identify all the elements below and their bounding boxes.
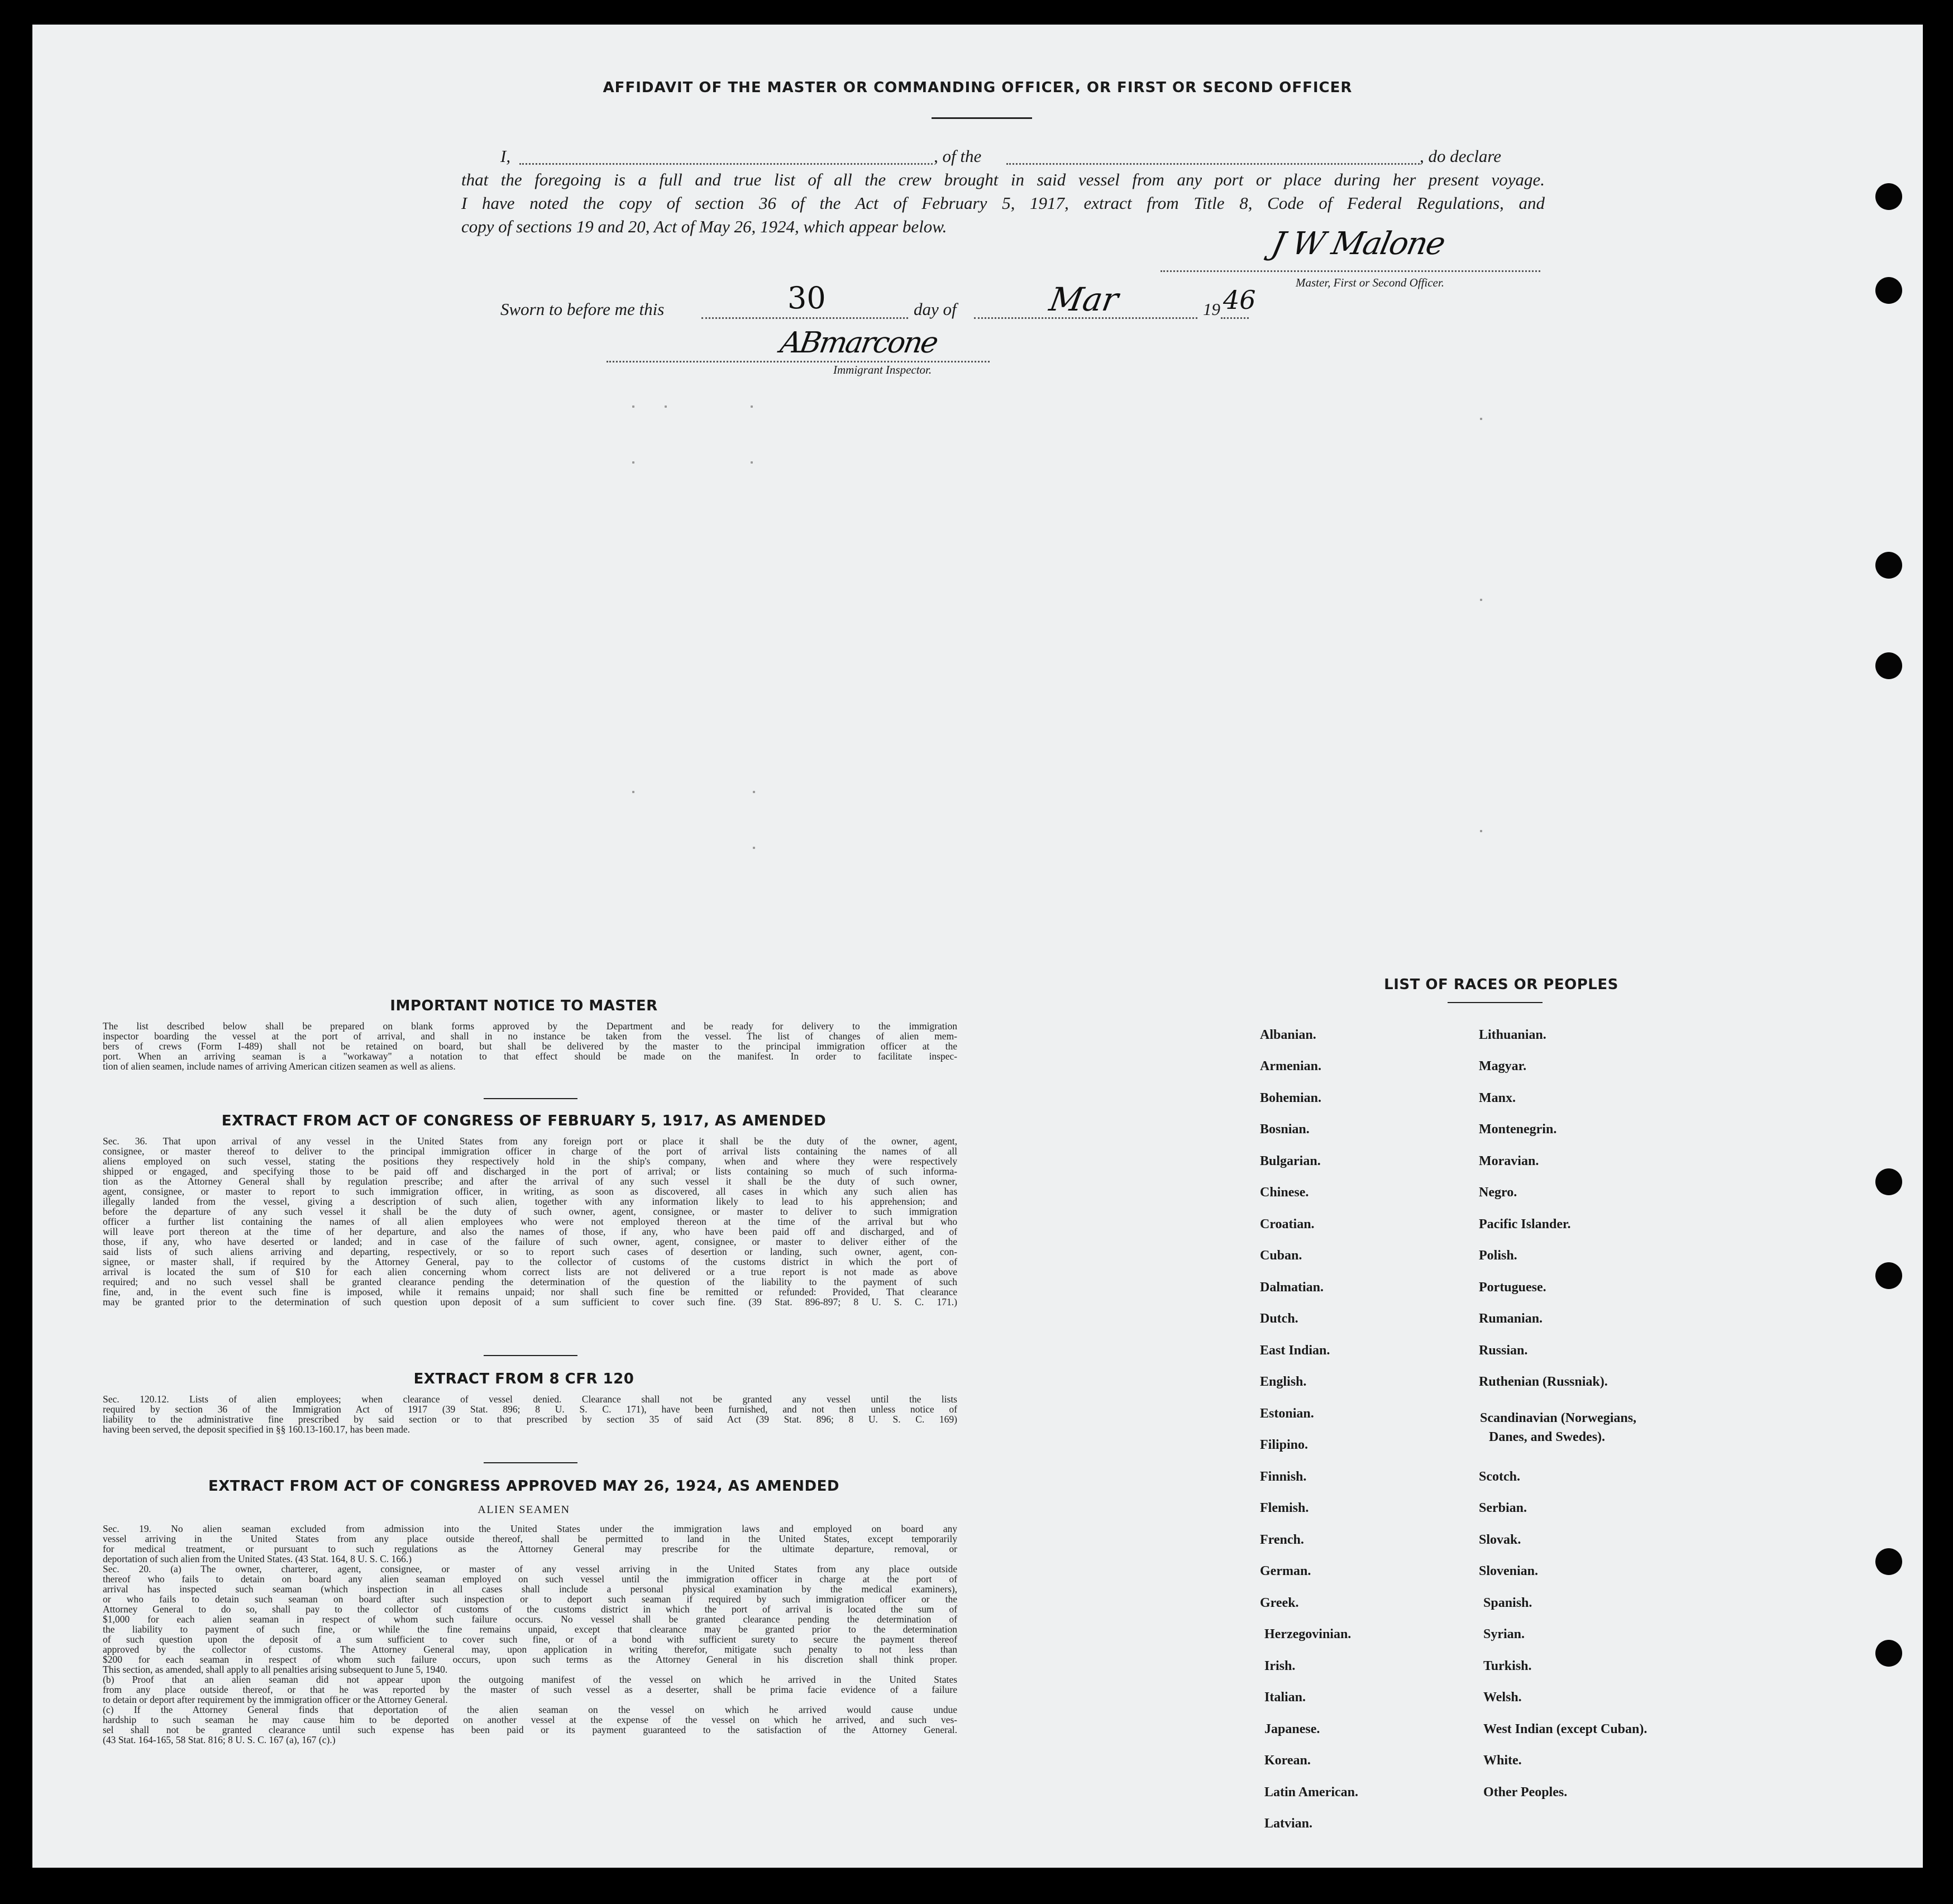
day-blank[interactable] <box>701 317 908 319</box>
extract-line: $200 for each seaman in respect of whom such failure occurs, upon such terms as the Attorney General in his discretion shall think proper. <box>103 1654 957 1665</box>
race-item: English. <box>1260 1375 1307 1389</box>
extract-line: fine, and, in the event such fine is imposed, while it remains unpaid; nor shall such fine be remitted or refunded: Provided, That clearance <box>103 1286 957 1297</box>
race-item: Pacific Islander. <box>1479 1217 1571 1232</box>
inspector-caption: Immigrant Inspector. <box>833 363 932 376</box>
race-item: Cuban. <box>1260 1248 1302 1263</box>
race-item: Filipino. <box>1260 1438 1309 1452</box>
extract-line: (43 Stat. 164-165, 58 Stat. 816; 8 U. S. C. 167 (a), 167 (c).) <box>103 1734 336 1745</box>
extract-line: for medical treatment, or pursuant to such regulations as the Attorney General may prescribe for the ultimate departure, removal, or <box>103 1543 957 1554</box>
notice-line: bers of crews (Form I-489) shall not be retained on board, but shall be delivered by the master to the principal immigration officer at the <box>103 1041 957 1052</box>
signature-caption: Master, First or Second Officer. <box>1296 276 1444 289</box>
scan-fleck <box>753 847 755 849</box>
scan-fleck <box>1480 418 1482 420</box>
race-item: Armenian. <box>1260 1059 1321 1073</box>
extract-1924-body <box>103 1524 957 1745</box>
race-item: Scandinavian (Norwegians, <box>1480 1411 1637 1425</box>
race-item: Irish. <box>1264 1659 1296 1673</box>
race-item: Welsh. <box>1483 1690 1522 1705</box>
extract-line: tion as the Attorney General shall by regulation prescribe; and after the arrival of any such vessel it shall be the duty of such owner, <box>103 1176 957 1187</box>
extract-line: This section, as amended, shall apply to all penalties arising subsequent to June 5, 1940. <box>103 1664 448 1675</box>
extract-line: (c) If the Attorney General finds that deportation of the alien seaman on the vessel on which he arrived would cause undue <box>103 1704 957 1715</box>
notice-line: tion of alien seamen, include names of arriving American citizen seamen as well as aliens. <box>103 1061 456 1072</box>
sworn-prefix: Sworn to before me this <box>500 299 665 319</box>
signature-line <box>1161 270 1540 272</box>
binder-hole <box>1875 1262 1902 1289</box>
races-divider <box>1448 1002 1543 1003</box>
extract-line: aliens employed on such vessel, stating the positions they respectively hold in the ship's company, when and where they were respectively <box>103 1156 957 1167</box>
extract-line: those, if any, who have deserted or landed; and in case of the failure of such owner, agent, consignee, or master to deliver either of the <box>103 1236 957 1247</box>
race-item: Portuguese. <box>1479 1280 1546 1295</box>
race-item: Greek. <box>1260 1596 1299 1610</box>
race-item: Ruthenian (Russniak). <box>1479 1375 1608 1389</box>
race-item: Scotch. <box>1479 1469 1520 1484</box>
notice-line: inspector boarding the vessel at the port of arrival, and shall in no instance be taken from the vessel. The list of changes of alien mem- <box>103 1030 957 1042</box>
extract-cfr-title: EXTRACT FROM 8 CFR 120 <box>413 1371 634 1387</box>
race-item: Turkish. <box>1483 1659 1532 1673</box>
extract-line: required; and no such vessel shall be granted clearance pending the determination of the question of the liability to the payment of such <box>103 1276 957 1287</box>
race-item: Bosnian. <box>1260 1122 1310 1137</box>
extract-line: sel shall not be granted clearance until such expense has been paid or its payment guaranteed to the satisfaction of the Attorney General. <box>103 1724 957 1735</box>
extract-line: may be granted prior to the determination of such question upon deposit of a sum sufficient to cover such fine. (39 Stat. 896-897; 8 U. S. C. 171.) <box>103 1296 957 1307</box>
race-item: Polish. <box>1479 1248 1517 1263</box>
scan-fleck <box>751 405 753 408</box>
declaration-line4: copy of sections 19 and 20, Act of May 26, 1924, which appear below. <box>461 217 947 236</box>
race-item: Flemish. <box>1260 1501 1309 1515</box>
race-item: Negro. <box>1479 1185 1517 1200</box>
extract-line: deportation of such alien from the United States. (43 Stat. 164, 8 U. S. C. 166.) <box>103 1553 412 1564</box>
sworn-year: 46 <box>1223 285 1256 315</box>
extract-line: of such question upon the deposit of a sum sufficient to cover such fine, or of a bond with sufficient surety to secure the payment thereof <box>103 1634 957 1645</box>
section-divider <box>484 1098 577 1099</box>
race-item: Slovak. <box>1479 1533 1521 1547</box>
race-item: Russian. <box>1479 1343 1528 1358</box>
title-divider <box>932 117 1032 119</box>
extract-line: approved by the collector of customs. The Attorney General may, upon application in writing therefor, mitigate such penalty to not less than <box>103 1644 957 1655</box>
extract-line: consignee, or master thereof to deliver to the principal immigration officer in charge of the port of arrival lists containing the names of all <box>103 1146 957 1157</box>
scan-fleck <box>751 461 753 464</box>
extract-line: required by section 36 of the Immigration Act of 1917 (39 Stat. 896; 8 U. S. C. 171), have been furnished, and not then unless notice of <box>103 1404 957 1415</box>
extract-line: signee, or master shall, if required by the Attorney General, pay to the collector of customs of the customs district in which the port of <box>103 1256 957 1267</box>
extract-1917-body <box>103 1136 957 1307</box>
extract-line: arrival has inspected such seaman (which inspection in all cases shall include a personal physical examination by the medical examiners), <box>103 1583 957 1595</box>
extract-line: shipped or engaged, and specifying those to be paid off and discharged in the port of arrival; or lists containing so much of such informa- <box>103 1166 957 1177</box>
extract-line: arrival is located the sum of $10 for each alien concerning whom correct lists are not delivered or a true report is not made as above <box>103 1266 957 1277</box>
extract-cfr-body <box>103 1394 957 1434</box>
extract-line: Sec. 120.12. Lists of alien employees; when clearance of vessel denied. Clearance shall not be granted any vessel until the lists <box>103 1394 957 1405</box>
day-of-label: day of <box>914 299 957 319</box>
race-item: Latvian. <box>1264 1816 1313 1831</box>
race-item: Herzegovinian. <box>1264 1627 1352 1641</box>
notice-title: IMPORTANT NOTICE TO MASTER <box>390 998 658 1014</box>
race-item: Rumanian. <box>1479 1311 1543 1326</box>
extract-line: Sec. 20. (a) The owner, charterer, agent, consignee, or master of any vessel arriving in the United States from any place outside <box>103 1563 957 1574</box>
binder-hole <box>1875 1640 1902 1667</box>
extract-line: before the departure of any such vessel it shall be the duty of such owner, agent, consignee, or master to deliver to such immigration <box>103 1206 957 1217</box>
race-item: West Indian (except Cuban). <box>1483 1722 1648 1736</box>
extract-1924-title: EXTRACT FROM ACT OF CONGRESS APPROVED MAY 26, 1924, AS AMENDED <box>208 1478 839 1495</box>
extract-line: having been served, the deposit specified in §§ 160.13-160.17, has been made. <box>103 1424 410 1435</box>
race-item: Manx. <box>1479 1091 1516 1105</box>
extract-line: liability to the administrative fine prescribed by said section or to that prescribed by section 35 of said Act (39 Stat. 896; 8 U. S. C. 169) <box>103 1414 957 1425</box>
sworn-month: Mar <box>1047 280 1121 318</box>
extract-line: hardship to such seaman he may cause him to be deported on another vessel at the expense of the vessel on which he arrived, and such ves- <box>103 1714 957 1725</box>
inspector-line <box>607 361 990 362</box>
race-item: German. <box>1260 1564 1311 1578</box>
race-item: Japanese. <box>1264 1722 1320 1736</box>
race-item: Croatian. <box>1260 1217 1315 1232</box>
notice-line: port. When an arriving seaman is a "workaway" a notation to that effect should be made on the manifest. In order to facilitate inspec- <box>103 1051 957 1062</box>
extract-line: from any place outside thereof, or that he was reported by the master of such vessel as a deserter, shall be prima facie evidence of a failure <box>103 1684 957 1695</box>
declaration-of-the: , of the <box>934 146 982 166</box>
race-item: Montenegrin. <box>1479 1122 1557 1137</box>
race-item: Danes, and Swedes). <box>1489 1430 1606 1444</box>
scan-fleck <box>632 791 634 793</box>
binder-hole <box>1875 552 1902 579</box>
extract-line: or who fails to detain such seaman on board after such inspection or to deport such seaman if required by such immigration officer or the <box>103 1593 957 1605</box>
extract-line: (b) Proof that an alien seaman did not appear upon the outgoing manifest of the vessel on which he arrived in the United States <box>103 1674 957 1685</box>
extract-line: officer a further list containing the names of all alien employees who were not employed thereon at the time of the arrival but who <box>103 1216 957 1227</box>
race-item: French. <box>1260 1533 1304 1547</box>
scan-fleck <box>632 461 634 464</box>
extract-line: $1,000 for each alien seaman in respect of whom such failure occurs. No vessel shall be granted clearance pending the determination of <box>103 1614 957 1625</box>
extract-1917-title: EXTRACT FROM ACT OF CONGRESS OF FEBRUARY 5, 1917, AS AMENDED <box>221 1113 827 1129</box>
binder-hole <box>1875 277 1902 304</box>
race-item: East Indian. <box>1260 1343 1330 1358</box>
affidavit-title: AFFIDAVIT OF THE MASTER OR COMMANDING OFFICER, OR FIRST OR SECOND OFFICER <box>603 79 1353 96</box>
declaration-i: I, <box>500 146 511 166</box>
inspector-signature: ABmarcone <box>777 326 939 360</box>
sworn-day: 30 <box>787 280 826 316</box>
race-item: Other Peoples. <box>1483 1785 1568 1800</box>
race-item: Moravian. <box>1479 1154 1539 1168</box>
race-item: Italian. <box>1264 1690 1306 1705</box>
document-page <box>32 25 1923 1868</box>
race-item: Dalmatian. <box>1260 1280 1324 1295</box>
scan-fleck <box>753 791 755 793</box>
scan-fleck <box>665 405 667 408</box>
alien-seamen-subtitle: ALIEN SEAMEN <box>477 1504 570 1516</box>
race-item: Chinese. <box>1260 1185 1309 1200</box>
scan-fleck <box>632 405 634 408</box>
vessel-blank[interactable] <box>1006 163 1420 165</box>
binder-hole <box>1875 1548 1902 1575</box>
race-item: Estonian. <box>1260 1406 1314 1421</box>
race-item: Bohemian. <box>1260 1091 1322 1105</box>
race-item: Bulgarian. <box>1260 1154 1321 1168</box>
extract-line: will leave port thereon at the time of her departure, and also the names of those, if any, who have been paid off and discharged, and of <box>103 1226 957 1237</box>
race-item: White. <box>1483 1753 1522 1768</box>
race-item: Korean. <box>1264 1753 1311 1768</box>
year-prefix: 19 <box>1203 299 1220 319</box>
race-item: Serbian. <box>1479 1501 1527 1515</box>
extract-line: Attorney General to do so, shall pay to the collector of customs of the customs district in which the port of arrival is located the sum of <box>103 1604 957 1615</box>
section-divider <box>484 1462 577 1463</box>
declaration-line2: that the foregoing is a full and true list of all the crew brought in said vessel from any port or place during her present voyage. <box>461 170 1545 189</box>
scan-fleck <box>1480 830 1482 832</box>
extract-line: Sec. 36. That upon arrival of any vessel in the United States from any foreign port or place it shall be the duty of the owner, agent, <box>103 1135 957 1147</box>
binder-hole <box>1875 652 1902 679</box>
binder-hole <box>1875 183 1902 210</box>
race-item: Slovenian. <box>1479 1564 1539 1578</box>
extract-line: Sec. 19. No alien seaman excluded from admission into the United States under the immigration laws and employed on board any <box>103 1523 957 1534</box>
extract-line: said lists of such aliens arriving and departing, respectively, or so to report such cases of desertion or landing, such owner, agent, con- <box>103 1246 957 1257</box>
extract-line: illegally landed from the vessel, giving a description of such alien, together with any information likely to lead to his apprehension; and <box>103 1196 957 1207</box>
extract-line: thereof who fails to detain on board any alien seaman employed on such vessel until the immigration officer in charge at the port of <box>103 1573 957 1585</box>
scan-fleck <box>1480 599 1482 601</box>
name-blank[interactable] <box>519 163 933 165</box>
declaration-do-declare: , do declare <box>1420 146 1502 166</box>
extract-line: to detain or deport after requirement by the immigration officer or the Attorney General. <box>103 1694 448 1705</box>
race-item: Syrian. <box>1483 1627 1525 1641</box>
year-blank[interactable] <box>1221 317 1249 319</box>
race-item: Lithuanian. <box>1479 1028 1546 1042</box>
race-item: Dutch. <box>1260 1311 1298 1326</box>
notice-line: The list described below shall be prepared on blank forms approved by the Department and be ready for delivery to the immigration <box>103 1020 957 1032</box>
race-item: Finnish. <box>1260 1469 1307 1484</box>
race-item: Magyar. <box>1479 1059 1527 1073</box>
binder-hole <box>1875 1168 1902 1195</box>
master-signature: J W Malone <box>1268 226 1448 262</box>
extract-line: agent, consignee, or master to report to such immigration officer, in writing, as soon as discovered, all cases in which any such alien has <box>103 1186 957 1197</box>
race-item: Latin American. <box>1264 1785 1358 1800</box>
extract-line: vessel arriving in the United States from any place outside thereof, shall be permitted to land in the United States, except temporarily <box>103 1533 957 1544</box>
declaration-line3: I have noted the copy of section 36 of the Act of February 5, 1917, extract from Title 8, Code of Federal Regulations, and <box>461 193 1545 213</box>
race-item: Spanish. <box>1483 1596 1532 1610</box>
notice-body <box>103 1021 957 1071</box>
races-title: LIST OF RACES OR PEOPLES <box>1384 976 1618 993</box>
race-item: Albanian. <box>1260 1028 1316 1042</box>
section-divider <box>484 1355 577 1356</box>
extract-line: the liability to payment of such fine, or while the fine remains unpaid, except that clearance may be granted prior to the determination <box>103 1624 957 1635</box>
